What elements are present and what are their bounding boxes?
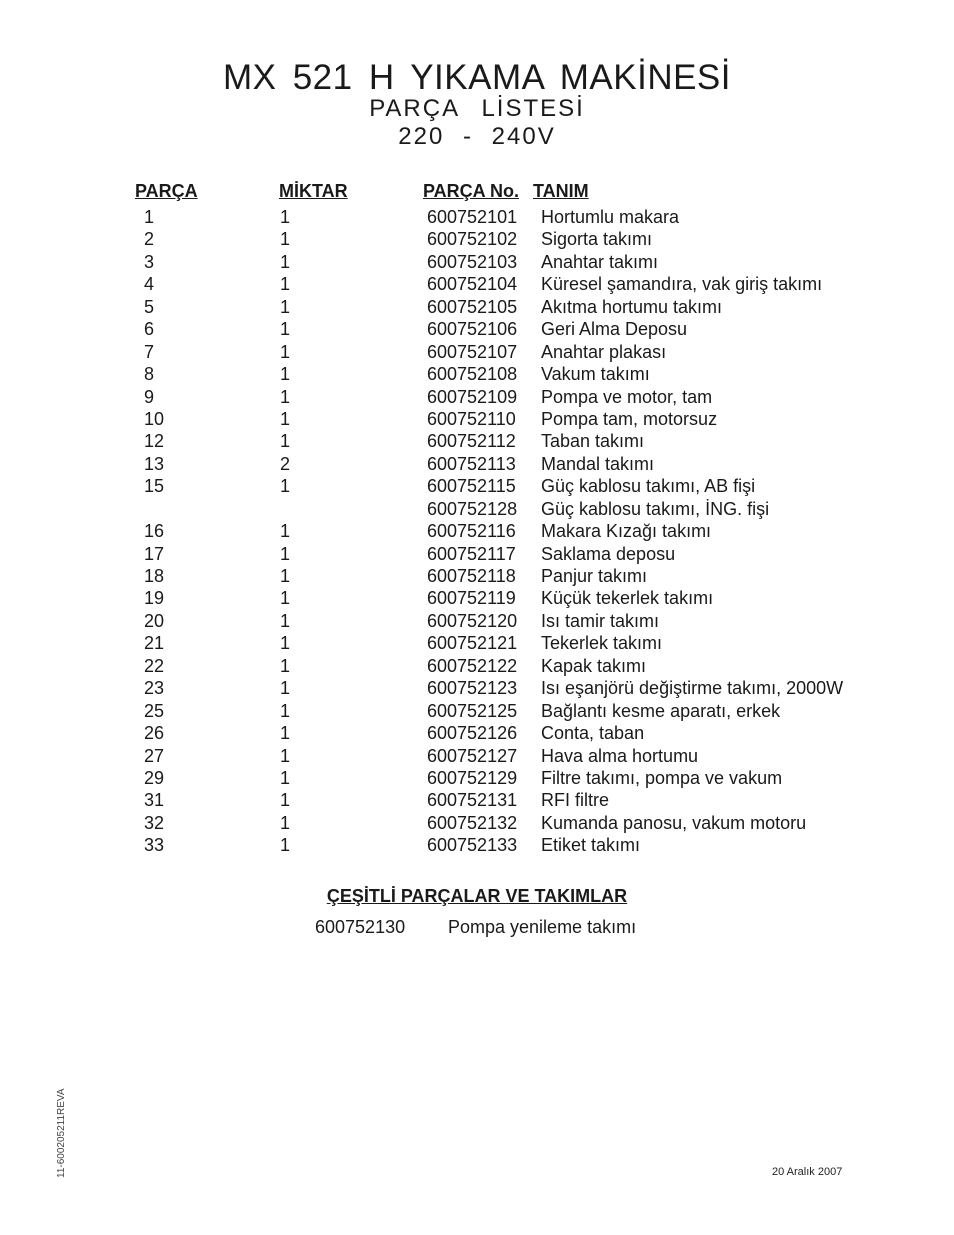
part-quantity: 1 — [280, 633, 291, 654]
part-quantity: 1 — [280, 655, 291, 676]
part-number: 600752123 — [427, 678, 518, 699]
part-description: Isı eşanjörü değiştirme takımı, 2000W — [541, 678, 844, 699]
part-index: 31 — [144, 790, 165, 811]
part-number: 600752109 — [427, 386, 518, 407]
table-row — [0, 206, 954, 228]
part-index: 25 — [144, 700, 165, 721]
part-index: 33 — [144, 835, 165, 856]
part-index: 26 — [144, 723, 165, 744]
part-index: 6 — [144, 319, 155, 340]
parts-table — [0, 206, 954, 857]
misc-part-description: Pompa yenileme takımı — [448, 917, 637, 937]
table-row — [0, 386, 954, 408]
part-quantity: 1 — [280, 408, 291, 429]
part-quantity: 1 — [280, 251, 291, 272]
part-quantity: 1 — [280, 274, 291, 295]
part-index: 27 — [144, 745, 165, 766]
table-row — [0, 228, 954, 250]
part-description: Panjur takımı — [541, 566, 648, 586]
part-index: 17 — [144, 543, 165, 564]
part-quantity: 1 — [280, 207, 291, 227]
part-description: Vakum takımı — [541, 364, 650, 385]
table-row — [0, 363, 954, 385]
part-quantity: 1 — [280, 431, 291, 452]
part-quantity: 1 — [280, 745, 291, 766]
table-row — [0, 430, 954, 452]
table-row — [0, 587, 954, 609]
part-number: 600752127 — [427, 745, 518, 766]
part-description: Geri Alma Deposu — [541, 319, 688, 340]
part-index: 9 — [144, 386, 155, 407]
part-index: 15 — [144, 476, 165, 497]
part-description: Taban takımı — [541, 431, 645, 452]
part-number: 600752112 — [427, 431, 516, 452]
table-row — [0, 834, 954, 856]
table-row — [0, 677, 954, 699]
part-number: 600752101 — [427, 207, 518, 227]
part-index: 32 — [144, 812, 165, 833]
part-number: 600752128 — [427, 498, 518, 519]
part-description: Isı tamir takımı — [541, 610, 660, 631]
table-row — [0, 251, 954, 273]
part-number: 600752117 — [427, 543, 516, 564]
part-index: 7 — [144, 341, 155, 362]
part-index: 19 — [144, 588, 165, 609]
misc-section-heading: ÇEŞİTLİ PARÇALAR VE TAKIMLAR — [326, 886, 628, 906]
part-index: 2 — [144, 229, 155, 250]
part-index: 8 — [144, 364, 155, 385]
table-row — [0, 475, 954, 497]
part-number: 600752115 — [427, 476, 516, 497]
part-number: 600752113 — [427, 453, 516, 474]
part-description: Anahtar plakası — [541, 341, 667, 362]
part-index: 18 — [144, 566, 165, 586]
part-index: 22 — [144, 655, 165, 676]
part-description: Anahtar takımı — [541, 251, 659, 272]
part-number: 600752105 — [427, 296, 518, 317]
part-quantity: 1 — [280, 319, 291, 340]
part-number: 600752121 — [427, 633, 518, 654]
part-number: 600752102 — [427, 229, 518, 250]
part-description: Güç kablosu takımı, AB fişi — [541, 476, 756, 497]
part-index: 1 — [144, 207, 155, 227]
part-number: 600752110 — [427, 408, 516, 429]
part-description: RFI filtre — [541, 790, 610, 811]
part-quantity: 1 — [280, 812, 291, 833]
part-quantity: 1 — [280, 678, 291, 699]
part-index: 29 — [144, 767, 165, 788]
table-row — [0, 745, 954, 767]
part-quantity: 1 — [280, 543, 291, 564]
part-index: 16 — [144, 521, 165, 542]
part-index: 10 — [144, 408, 165, 429]
voltage-label: 220 - 240V — [398, 123, 556, 150]
document-code: 11-600205211REVA — [56, 1088, 67, 1178]
document-subtitle: PARÇA LİSTESİ — [369, 95, 585, 122]
part-number: 600752104 — [427, 274, 518, 295]
part-index: 3 — [144, 251, 155, 272]
part-description: Sigorta takımı — [541, 229, 653, 250]
part-index: 23 — [144, 678, 165, 699]
part-quantity: 1 — [280, 610, 291, 631]
table-row — [0, 498, 954, 520]
document-title: MX 521 H YIKAMA MAKİNESİ — [222, 58, 732, 97]
table-row — [0, 273, 954, 295]
part-description: Akıtma hortumu takımı — [541, 296, 723, 317]
part-number: 600752107 — [427, 341, 518, 362]
table-row — [0, 543, 954, 565]
part-number: 600752116 — [427, 521, 516, 542]
table-row — [0, 341, 954, 363]
part-description: Güç kablosu takımı, İNG. fişi — [541, 498, 770, 519]
table-row — [0, 318, 954, 340]
part-description: Conta, taban — [541, 723, 645, 744]
part-number: 600752132 — [427, 812, 518, 833]
part-index: 12 — [144, 431, 165, 452]
part-quantity: 1 — [280, 790, 291, 811]
part-number: 600752122 — [427, 655, 518, 676]
part-quantity: 1 — [280, 835, 291, 856]
part-index: 5 — [144, 296, 155, 317]
part-description: Pompa ve motor, tam — [541, 386, 713, 407]
part-index: 13 — [144, 453, 165, 474]
part-number: 600752106 — [427, 319, 518, 340]
part-quantity: 1 — [280, 341, 291, 362]
part-number: 600752131 — [427, 790, 518, 811]
table-row — [0, 700, 954, 722]
part-description: Kapak takımı — [541, 655, 647, 676]
table-row — [0, 565, 954, 587]
part-quantity: 2 — [280, 453, 291, 474]
part-quantity: 1 — [280, 723, 291, 744]
table-row — [0, 453, 954, 475]
column-header-parca-no: PARÇA No. — [423, 181, 519, 201]
part-index: 4 — [144, 274, 155, 295]
part-description: Kumanda panosu, vakum motoru — [541, 812, 807, 833]
part-quantity: 1 — [280, 229, 291, 250]
part-number: 600752126 — [427, 723, 518, 744]
part-index: 21 — [144, 633, 165, 654]
part-number: 600752103 — [427, 251, 518, 272]
part-number: 600752120 — [427, 610, 518, 631]
table-row — [0, 632, 954, 654]
part-number: 600752133 — [427, 835, 518, 856]
table-row — [0, 767, 954, 789]
table-row — [0, 610, 954, 632]
part-quantity: 1 — [280, 521, 291, 542]
table-row — [0, 408, 954, 430]
part-description: Etiket takımı — [541, 835, 641, 856]
table-row — [0, 655, 954, 677]
part-description: Makara Kızağı takımı — [541, 521, 712, 542]
column-header-miktar: MİKTAR — [279, 181, 348, 201]
column-header-tanim: TANIM — [533, 181, 589, 201]
table-row — [0, 722, 954, 744]
table-row — [0, 812, 954, 834]
part-description: Tekerlek takımı — [541, 633, 663, 654]
part-quantity: 1 — [280, 476, 291, 497]
part-description: Küçük tekerlek takımı — [541, 588, 714, 609]
part-description: Küresel şamandıra, vak giriş takımı — [541, 274, 823, 295]
document-date: 20 Aralık 2007 — [772, 1166, 843, 1178]
part-quantity: 1 — [280, 566, 291, 586]
table-row — [0, 520, 954, 542]
part-description: Bağlantı kesme aparatı, erkek — [541, 700, 781, 721]
part-quantity: 1 — [280, 364, 291, 385]
part-description: Hortumlu makara — [541, 207, 680, 227]
part-description: Pompa tam, motorsuz — [541, 408, 718, 429]
part-index: 20 — [144, 610, 165, 631]
part-quantity: 1 — [280, 386, 291, 407]
part-description: Hava alma hortumu — [541, 745, 699, 766]
part-description: Filtre takımı, pompa ve vakum — [541, 767, 783, 788]
part-number: 600752119 — [427, 588, 516, 609]
misc-part-number: 600752130 — [315, 917, 406, 937]
part-description: Mandal takımı — [541, 453, 655, 474]
part-number: 600752108 — [427, 364, 518, 385]
table-row — [0, 296, 954, 318]
part-quantity: 1 — [280, 700, 291, 721]
part-number: 600752118 — [427, 566, 516, 586]
part-description: Saklama deposu — [541, 543, 676, 564]
part-quantity: 1 — [280, 296, 291, 317]
part-quantity: 1 — [280, 767, 291, 788]
part-number: 600752125 — [427, 700, 518, 721]
table-row — [0, 789, 954, 811]
part-number: 600752129 — [427, 767, 518, 788]
part-quantity: 1 — [280, 588, 291, 609]
column-header-parca: PARÇA — [135, 181, 198, 201]
